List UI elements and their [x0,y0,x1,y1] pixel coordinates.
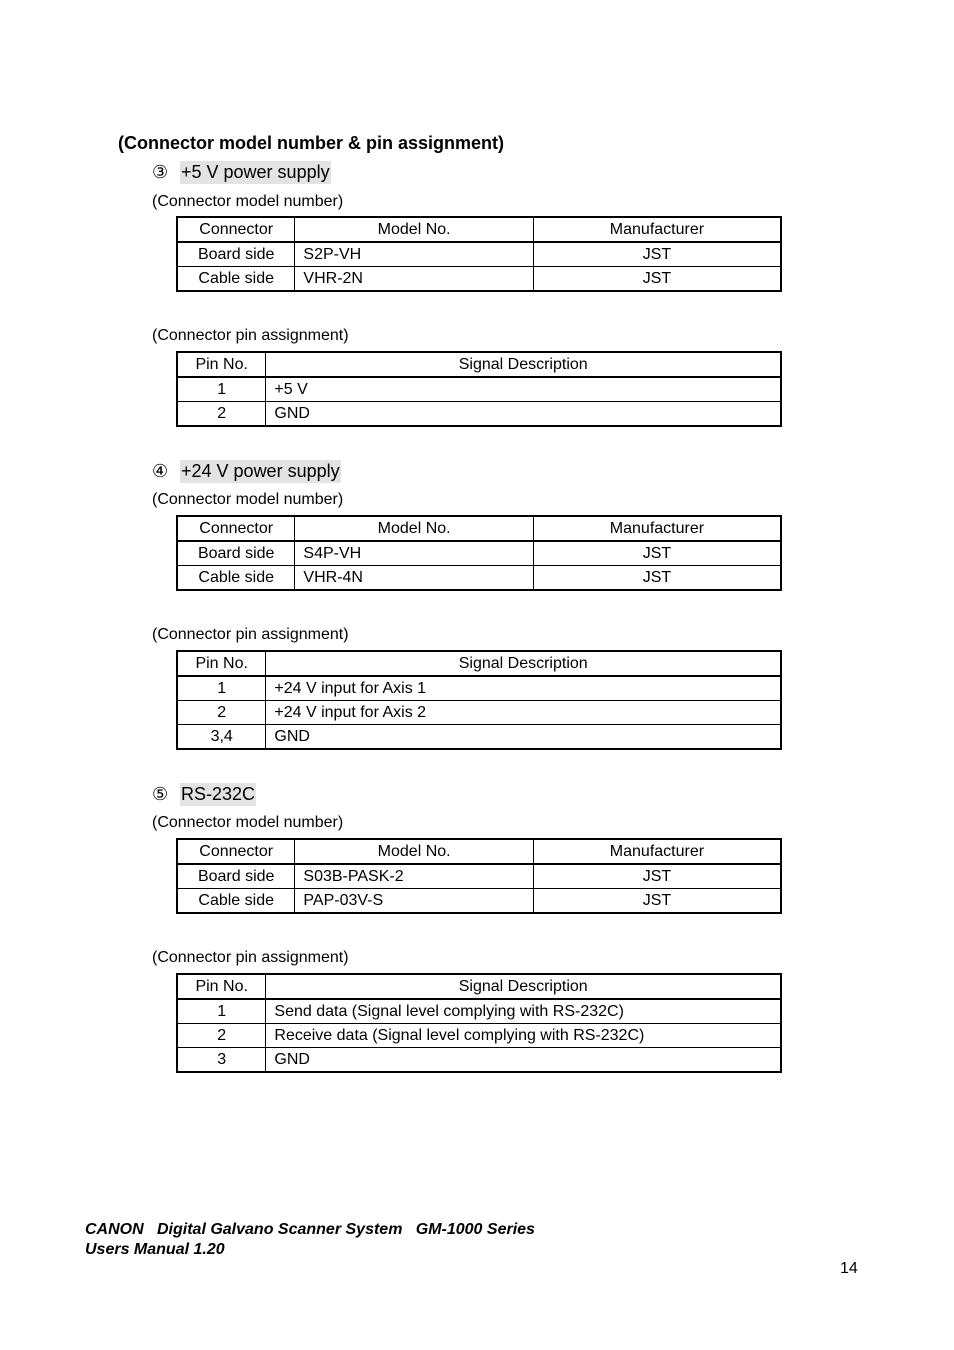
footer-line-1: CANON Digital Galvano Scanner System GM-1000 Series [85,1221,535,1238]
section-title [152,460,341,483]
pin-table [176,650,782,750]
cell-model-no: VHR-4N [295,566,533,591]
cell-signal: GND [266,725,781,750]
cell-pin-no: 2 [177,701,266,725]
table-row [177,242,781,267]
cell-connector: Cable side [177,267,295,292]
cell-model-no: S2P-VH [295,242,533,267]
header-signal-description: Signal Description [266,352,781,377]
pin-table [176,973,782,1073]
header-pin-no: Pin No. [177,352,266,377]
cell-manufacturer: JST [533,889,781,914]
cell-pin-no: 3,4 [177,725,266,750]
header-connector: Connector [177,516,295,541]
table-row [177,1048,781,1073]
cell-signal: GND [266,402,781,427]
header-manufacturer: Manufacturer [533,839,781,864]
footer-line-2: Users Manual 1.20 [85,1241,225,1258]
header-model-no: Model No. [295,516,533,541]
model-caption: (Connector model number) [152,491,344,508]
section-title [152,161,331,184]
cell-pin-no: 1 [177,999,266,1024]
table-row [177,377,781,402]
header-manufacturer: Manufacturer [533,516,781,541]
page-number: 14 [840,1260,858,1277]
cell-signal: +24 V input for Axis 1 [266,676,781,701]
cell-connector: Cable side [177,889,295,914]
cell-manufacturer: JST [533,541,781,566]
cell-signal: Receive data (Signal level complying with RS-232C) [266,1024,781,1048]
cell-pin-no: 3 [177,1048,266,1073]
cell-signal: Send data (Signal level complying with RS-232C) [266,999,781,1024]
section-label: +24 V power supply [181,461,340,481]
model-caption: (Connector model number) [152,814,344,831]
pin-table [176,351,782,427]
cell-pin-no: 2 [177,402,266,427]
cell-signal: +24 V input for Axis 2 [266,701,781,725]
table-row [177,725,781,750]
model-caption: (Connector model number) [152,193,344,210]
table-row [177,999,781,1024]
model-table [176,515,782,591]
section-label: +5 V power supply [181,162,330,182]
cell-manufacturer: JST [533,242,781,267]
section-number: ⑤ [152,784,169,804]
cell-connector: Board side [177,242,295,267]
cell-pin-no: 1 [177,377,266,402]
table-row [177,676,781,701]
model-table [176,838,782,914]
header-model-no: Model No. [295,217,533,242]
section-label: RS-232C [181,784,256,804]
cell-model-no: S4P-VH [295,541,533,566]
table-row [177,541,781,566]
header-manufacturer: Manufacturer [533,217,781,242]
section-number: ④ [152,461,169,481]
cell-pin-no: 2 [177,1024,266,1048]
cell-connector: Cable side [177,566,295,591]
cell-manufacturer: JST [533,566,781,591]
cell-manufacturer: JST [533,267,781,292]
header-connector: Connector [177,217,295,242]
header-pin-no: Pin No. [177,974,266,999]
header-signal-description: Signal Description [266,974,781,999]
table-row [177,864,781,889]
cell-connector: Board side [177,541,295,566]
pin-caption: (Connector pin assignment) [152,626,349,643]
header-connector: Connector [177,839,295,864]
header-model-no: Model No. [295,839,533,864]
pin-caption: (Connector pin assignment) [152,327,349,344]
cell-connector: Board side [177,864,295,889]
table-row [177,402,781,427]
cell-manufacturer: JST [533,864,781,889]
table-row [177,701,781,725]
section-title [152,783,256,806]
section-number: ③ [152,162,169,182]
cell-pin-no: 1 [177,676,266,701]
cell-signal: +5 V [266,377,781,402]
footer [85,1220,535,1260]
table-row [177,267,781,292]
table-row [177,889,781,914]
table-row [177,1024,781,1048]
header-pin-no: Pin No. [177,651,266,676]
section-heading: (Connector model number & pin assignment) [118,133,505,153]
model-table [176,216,782,292]
pin-caption: (Connector pin assignment) [152,949,349,966]
cell-model-no: S03B-PASK-2 [295,864,533,889]
table-row [177,566,781,591]
header-signal-description: Signal Description [266,651,781,676]
cell-signal: GND [266,1048,781,1073]
cell-model-no: PAP-03V-S [295,889,533,914]
cell-model-no: VHR-2N [295,267,533,292]
